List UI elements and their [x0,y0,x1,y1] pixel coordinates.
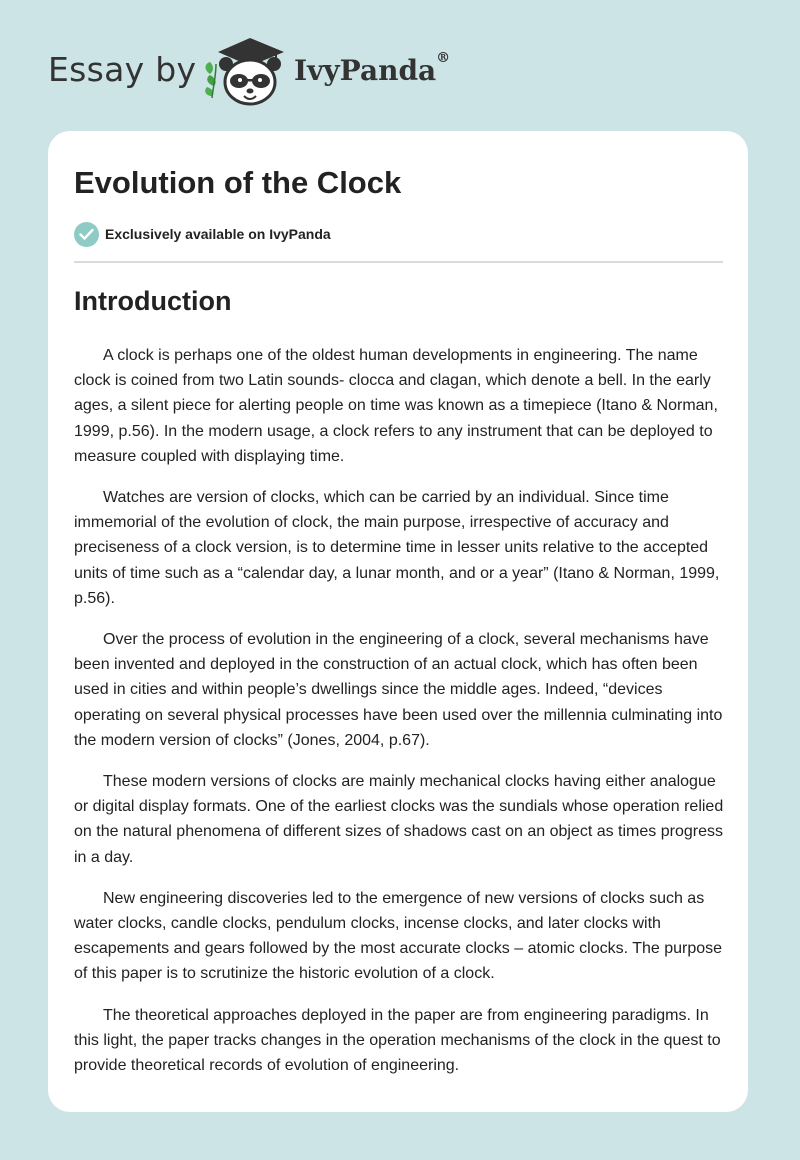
check-circle-icon [74,222,99,247]
panda-graduate-icon[interactable] [200,36,292,110]
badge-label: Exclusively available on IvyPanda [105,226,331,242]
brand-text: IvyPanda [294,54,437,87]
exclusive-badge [74,221,331,247]
article-body [74,343,726,1094]
essay-card [48,131,748,1112]
paragraph: These modern versions of clocks are mainly mechanical clocks having either analogue or digital display formats. One of the earliest clocks was the sundials whose operation relied on the natural phenomena of different sizes of shadows cast on an object as times progress in a day. [74,773,724,866]
registered-mark: ® [436,50,451,66]
paragraph: New engineering discoveries led to the emergence of new versions of clocks such as water clocks, candle clocks, pendulum clocks, incense clocks, and later clocks with escapements and gears followed by the most accurate clocks – atomic clocks. The purpose of this paper is to scrutinize the historic evolution of a clock. [74,889,723,983]
brand-name[interactable] [294,50,451,87]
site-header [0,0,800,130]
paragraph: Over the process of evolution in the engineering of a clock, several mechanisms have been invented and deployed in the construction of an actual clock, which has often been used in cities and within people’s dwellings since the middle ages. Indeed, “devices operating on several physical processes have been used over the millennia culminating into the modern version of clocks” (Jones, 2004, p.67). [74,631,723,749]
paragraph: A clock is perhaps one of the oldest human developments in engineering. The name clock is coined from two Latin sounds- clocca and clagan, which denote a bell. In the early ages, a silent piece for alerting people on time was known as a timepiece (Itano & Norman, 1999, p.56). In the modern usage, a clock refers to any instrument that can be deployed to measure coupled with displaying time. [74,347,718,465]
page-title: Evolution of the Clock [74,165,402,200]
divider [74,261,723,263]
essay-by-label: Essay by [48,50,197,89]
section-heading: Introduction [74,286,232,316]
ivy-leaf-icon [205,62,216,98]
paragraph: The theoretical approaches deployed in the paper are from engineering paradigms. In this light, the paper tracks changes in the operation mechanisms of the clock in the quest to provide theoretical records of evolution of engineering. [74,1006,721,1075]
paragraph: Watches are version of clocks, which can be carried by an individual. Since time immemorial of the evolution of clock, the main purpose, irrespective of accuracy and preciseness of a clock version, is to determine time in lesser units relative to the accepted units of time such as a “calendar day, a lunar month, and or a year” (Itano & Norman, 1999, p.56). [74,489,720,607]
